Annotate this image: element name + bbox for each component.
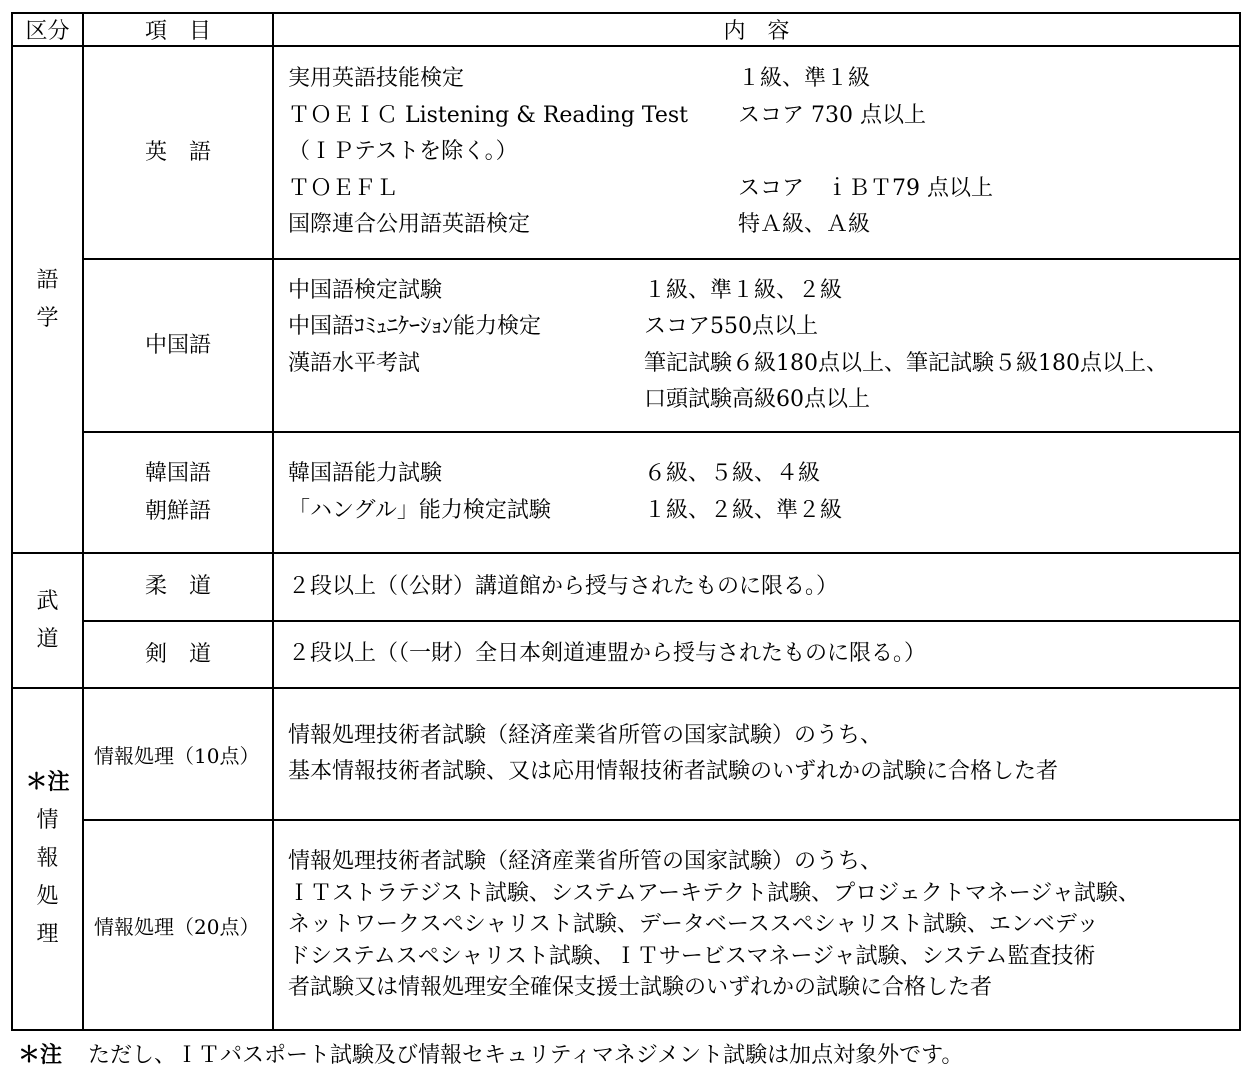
content-it-20 [273,820,1240,1030]
list-item: ＴＯＥＩＣ Listening & Reading Test スコア 730 点以上 [288,102,926,128]
header-row [12,13,1240,46]
row-chinese [12,259,1240,432]
category-char: 学 [36,305,59,331]
list-item: 「ハングル」能力検定試験 １級、２級、準２級 [288,497,843,523]
item-kendo: 剣 道 [83,621,273,688]
list-item: 者試験又は情報処理安全確保支援士試験のいずれかの試験に合格した者 [288,975,993,1001]
item-english: 英 語 [83,46,273,259]
row-kendo [12,621,1240,688]
item-it-10: 情報処理（10点） [83,688,273,820]
content-kendo: ２段以上（（一財）全日本剣道連盟から授与されたものに限る。） [273,621,1240,688]
footnote-mark: ＊注 [18,1043,63,1068]
item-it-20: 情報処理（20点） [83,820,273,1030]
list-item: 中国語ｺﾐｭﾆｹｰｼｮﾝ能力検定 スコア550点以上 [288,314,818,339]
category-budo: 武 道 [12,553,83,688]
content-judo: ２段以上（（公財）講道館から授与されたものに限る。） [273,553,1240,621]
list-item: 基本情報技術者試験、又は応用情報技術者試験のいずれかの試験に合格した者 [288,759,1059,784]
qualification-table [11,12,1241,1031]
list-item: ネットワークスペシャリスト試験、データベーススペシャリスト試験、エンベデッ [288,912,1099,938]
category-language [12,46,83,553]
list-item: 情報処理技術者試験（経済産業省所管の国家試験）のうち、 [288,849,883,875]
item-judo: 柔 道 [83,553,273,621]
list-item: ＴＯＥＦＬ スコア ｉＢＴ79 点以上 [288,175,993,201]
list-item: 情報処理技術者試験（経済産業省所管の国家試験）のうち、 [288,722,883,748]
list-item: （ＩＰテストを除く。） [288,139,518,165]
header-category: 区分 [12,13,83,46]
category-char: 語 [36,267,59,293]
item-korean: 韓国語 朝鮮語 [83,432,273,553]
list-item: 韓国語能力試験 ６級、５級、４級 [288,461,821,486]
content-it-10 [273,688,1240,820]
content-chinese [273,259,1240,432]
list-item: 中国語検定試験 １級、準１級、２級 [288,277,843,303]
note-mark: ＊注 [25,770,70,795]
footnote [18,1038,963,1069]
category-it: ＊注 情 報 処 理 [12,688,83,1030]
list-item: 口頭試験高級60点以上 [644,387,870,412]
row-it-20 [12,820,1240,1030]
list-item: ＩＴストラテジスト試験、システムアーキテクト試験、プロジェクトマネージャ試験、 [288,880,1140,906]
list-item: 漢語水平考試 筆記試験６級180点以上、筆記試験５級180点以上、 [288,350,1168,376]
list-item: ドシステムスペシャリスト試験、ＩＴサービスマネージャ試験、システム監査技術 [288,943,1096,969]
content-english [273,46,1240,259]
row-english [12,46,1240,259]
header-item: 項 目 [83,13,273,46]
list-item: 実用英語技能検定 １級、準１級 [288,66,871,92]
header-content: 内 容 [273,13,1240,46]
footnote-text: ただし、ＩＴパスポート試験及び情報セキュリティマネジメント試験は加点対象外です。 [88,1043,964,1068]
row-judo [12,553,1240,621]
row-it-10 [12,688,1240,820]
list-item: 国際連合公用語英語検定 特Ａ級、Ａ級 [288,212,871,238]
item-chinese: 中国語 [83,259,273,432]
row-korean [12,432,1240,553]
content-korean [273,432,1240,553]
